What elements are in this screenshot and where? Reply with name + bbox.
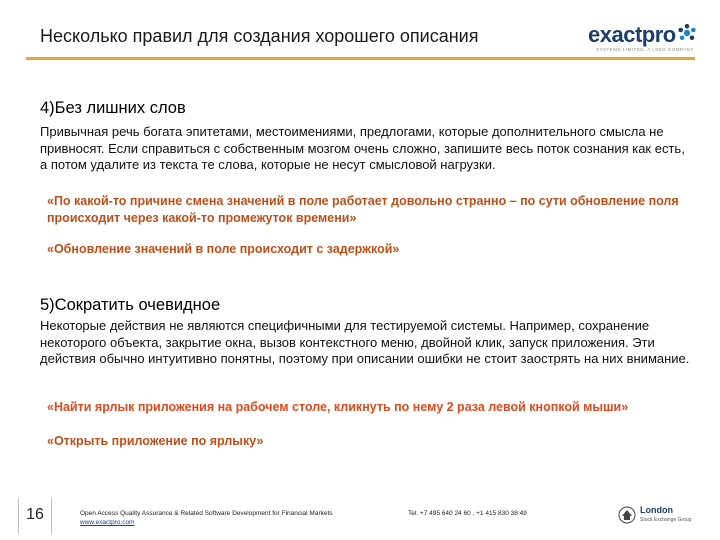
- section-4-bad-example: «По какой-то причине смена значений в поле работает довольно странно – по сути обновление поля происходит через какой-то промежуток времени»: [47, 194, 679, 225]
- lse-crest-icon: [618, 506, 636, 524]
- section-5-good-example: «Открыть приложение по ярлыку»: [47, 434, 264, 448]
- section-5-body: Некоторые действия не являются специфичными для тестируемой системы. Например, сохранение некоторого объекта, закрытие окна, вызов контекстного меню, двойной клик, запуск приложения. Эти действия обычно интуитивно понятны, поэтому при описании ошибки не стоит заострять на них внимание.: [40, 318, 690, 366]
- footer-company-line: Open Access Quality Assurance & Related Software Development for Financial Markets: [80, 510, 333, 517]
- section-5-bad-example: «Найти ярлык приложения на рабочем столе, кликнуть по нему 2 раза левой кнопкой мыши»: [47, 400, 629, 414]
- lse-tagline: Stock Exchange Group: [640, 517, 692, 523]
- exactpro-mark-icon: [677, 23, 697, 43]
- footer-website-link[interactable]: www.exactpro.com: [80, 519, 135, 526]
- lse-wordmark: London: [640, 505, 673, 515]
- section-4-body: Привычная речь богата эпитетами, местоимениями, предлогами, которые дополнительного смысла не привносят. Если справиться с собственным мозгом очень сложно, запишите весь поток сознания как есть, а потом удалите из текста те слова, которые не несут смысловой нагрузки.: [40, 124, 685, 172]
- footer-phone: Tel: +7 495 640 24 60 , +1 415 830 38 49: [408, 510, 527, 517]
- exactpro-logo: [588, 22, 698, 52]
- page-number: 16: [26, 506, 44, 523]
- slide-title: Несколько правил для создания хорошего описания: [40, 26, 479, 46]
- section-4-heading: 4)Без лишних слов: [40, 99, 186, 117]
- logo-tagline: SYSTEMS LIMITED, A LSEG COMPANY: [596, 47, 694, 52]
- logo-wordmark: exactpro: [588, 22, 676, 47]
- section-5-heading: 5)Сократить очевидное: [40, 296, 221, 314]
- header-divider: [26, 57, 695, 60]
- footer-company-info: [80, 509, 333, 527]
- lse-logo: [618, 502, 710, 534]
- section-4-good-example: «Обновление значений в поле происходит с задержкой»: [47, 242, 400, 256]
